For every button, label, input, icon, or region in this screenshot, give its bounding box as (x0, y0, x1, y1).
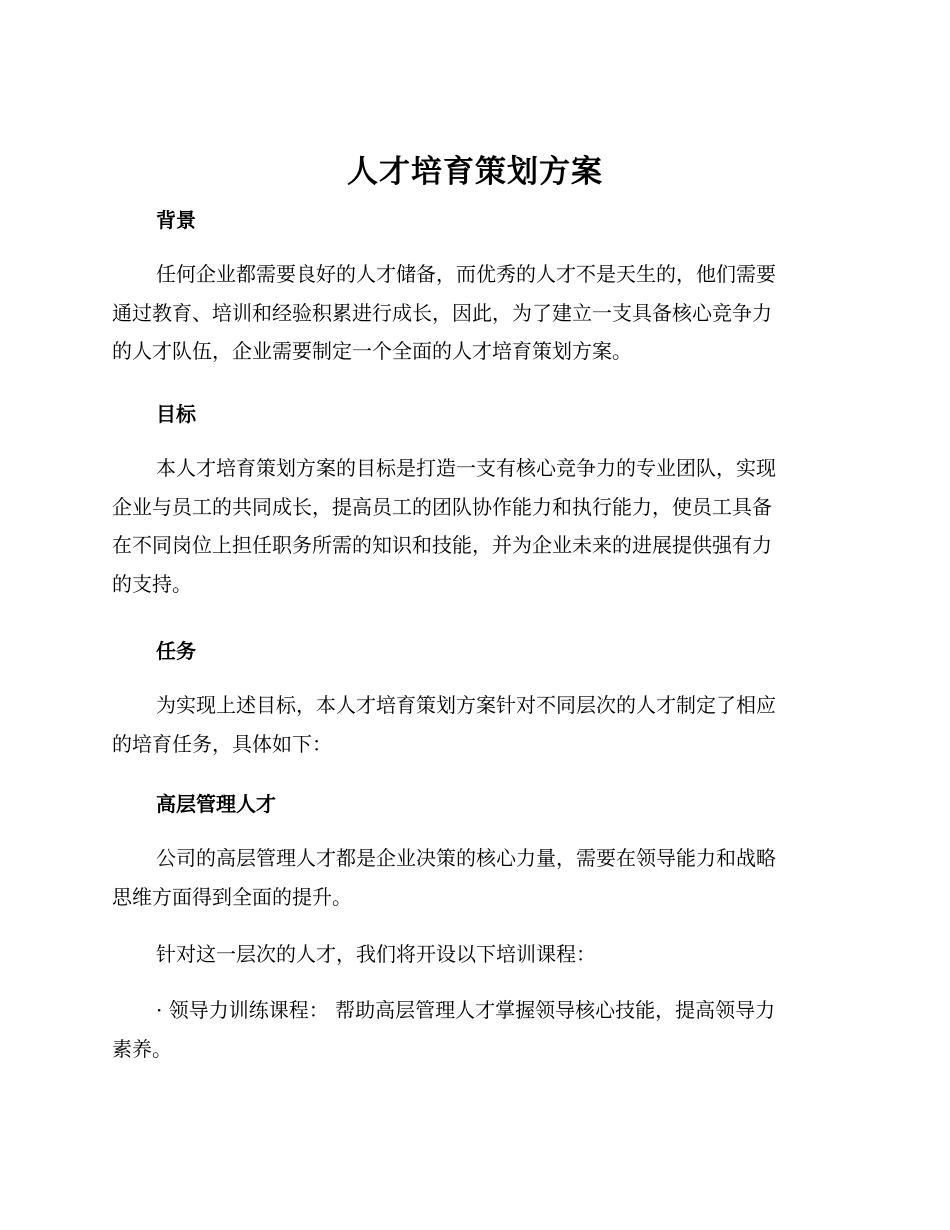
section-heading-goal: 目标 (156, 402, 196, 426)
section-heading-tasks: 任务 (156, 639, 196, 663)
paragraph-line: 思维方面得到全面的提升。 (112, 884, 352, 909)
paragraph-goal (112, 449, 838, 603)
paragraph-line: 的支持。 (112, 571, 192, 596)
paragraph-line: 本人才培育策划方案的目标是打造一支有核心竞争力的专业团队，实现 (156, 456, 776, 480)
paragraph-line: 的培育任务，具体如下： (112, 731, 332, 756)
paragraph-line: 公司的高层管理人才都是企业决策的核心力量，需要在领导能力和战略 (156, 846, 776, 870)
paragraph-line: 的人才队伍，企业需要制定一个全面的人才培育策划方案。 (112, 339, 632, 363)
paragraph-line: · 领导力训练课程： 帮助高层管理人才掌握领导核心技能，提高领导力 (156, 998, 776, 1022)
section-heading-background: 背景 (156, 208, 196, 232)
paragraph-training-intro (112, 935, 838, 974)
bullet-leadership-course (112, 991, 838, 1068)
paragraph-senior-management (112, 839, 838, 916)
section-heading-senior-management: 高层管理人才 (156, 792, 276, 816)
paragraph-tasks (112, 686, 838, 763)
document-title: 人才培育策划方案 (347, 154, 603, 190)
paragraph-line: 通过教育、培训和经验积累进行成长，因此，为了建立一支具备核心竞争力 (112, 300, 772, 325)
paragraph-line: 为实现上述目标，本人才培育策划方案针对不同层次的人才制定了相应 (156, 693, 776, 717)
paragraph-line: 素养。 (112, 1036, 172, 1061)
paragraph-line: 企业与员工的共同成长，提高员工的团队协作能力和执行能力，使员工具备 (112, 494, 772, 519)
paragraph-line: 针对这一层次的人才，我们将开设以下培训课程： (156, 942, 596, 966)
paragraph-line: 任何企业都需要良好的人才储备，而优秀的人才不是天生的，他们需要 (156, 262, 776, 286)
paragraph-line: 在不同岗位上担任职务所需的知识和技能，并为企业未来的进展提供强有力 (112, 533, 772, 557)
paragraph-background (112, 255, 838, 371)
